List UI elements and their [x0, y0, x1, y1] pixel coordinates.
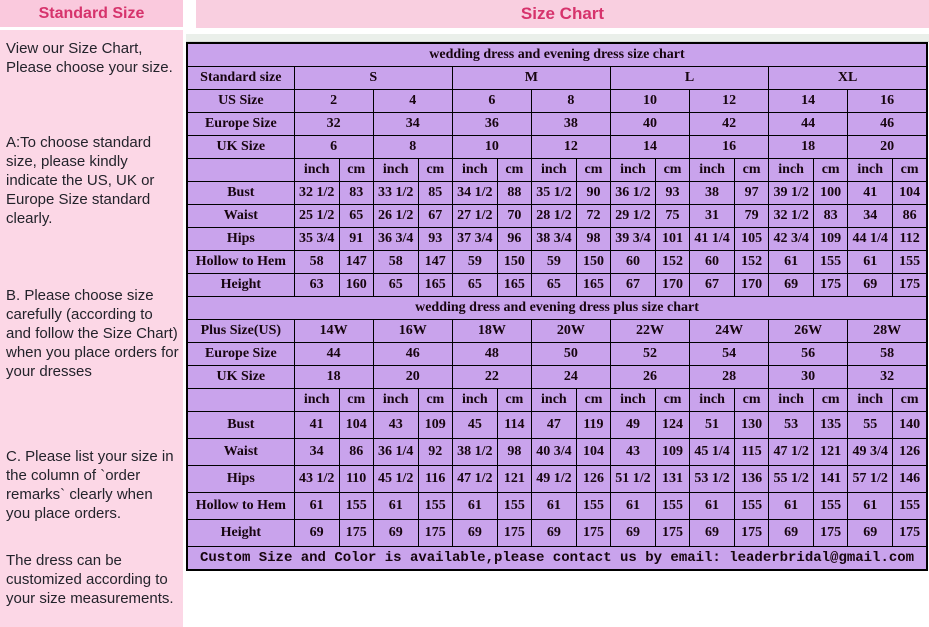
measurement-value: 43 — [373, 412, 418, 439]
measurement-value: 58 — [294, 251, 339, 274]
size-value: 14 — [769, 90, 848, 113]
measurement-value: 105 — [735, 228, 769, 251]
measurement-value: 61 — [373, 493, 418, 520]
sidebar-note-a: A:To choose standard size, please kindly indicate the US, UK or Europe Size standard clearly. — [6, 134, 155, 227]
measurement-value: 60 — [610, 251, 655, 274]
measurement-value: 41 — [848, 182, 893, 205]
measurement-value: 44 1/4 — [848, 228, 893, 251]
measurement-value: 83 — [339, 182, 373, 205]
measurement-value: 61 — [452, 493, 497, 520]
unit-label-cm: cm — [893, 389, 927, 412]
measurement-value: 33 1/2 — [373, 182, 418, 205]
size-value: 44 — [769, 113, 848, 136]
size-value: 52 — [610, 343, 689, 366]
measurement-value: 69 — [769, 520, 814, 547]
measurement-value: 140 — [893, 412, 927, 439]
row-label: Hips — [187, 228, 294, 251]
size-value: 24 — [531, 366, 610, 389]
size-value: 16 — [848, 90, 927, 113]
measurement-value: 75 — [656, 205, 690, 228]
measurement-value: 36 3/4 — [373, 228, 418, 251]
measurement-value: 65 — [339, 205, 373, 228]
measurement-value: 86 — [339, 439, 373, 466]
measurement-value: 26 1/2 — [373, 205, 418, 228]
measurement-value: 45 1/4 — [690, 439, 735, 466]
measurement-value: 61 — [848, 493, 893, 520]
sidebar-title: Standard Size — [0, 0, 183, 30]
measurement-value: 155 — [656, 493, 690, 520]
measurement-value: 28 1/2 — [531, 205, 576, 228]
measurement-value: 175 — [418, 520, 452, 547]
measurement-value: 155 — [418, 493, 452, 520]
measurement-value: 61 — [294, 493, 339, 520]
measurement-value: 175 — [656, 520, 690, 547]
unit-label-cm: cm — [735, 389, 769, 412]
row-label: Hollow to Hem — [187, 493, 294, 520]
measurement-value: 61 — [769, 493, 814, 520]
measurement-value: 69 — [690, 520, 735, 547]
size-value: 44 — [294, 343, 373, 366]
measurement-value: 39 1/2 — [769, 182, 814, 205]
size-value: 56 — [769, 343, 848, 366]
measurement-value: 147 — [418, 251, 452, 274]
unit-label-inch: inch — [690, 159, 735, 182]
unit-label-inch: inch — [531, 159, 576, 182]
measurement-value: 36 1/2 — [610, 182, 655, 205]
row-label: Standard size — [187, 67, 294, 90]
size-value: 12 — [531, 136, 610, 159]
measurement-value: 37 3/4 — [452, 228, 497, 251]
size-value: 34 — [373, 113, 452, 136]
size-chart-panel — [186, 0, 929, 627]
size-value: 38 — [531, 113, 610, 136]
size-value: 12 — [690, 90, 769, 113]
size-group: 18W — [452, 320, 531, 343]
size-group: 14W — [294, 320, 373, 343]
custom-size-note: Custom Size and Color is available,please contact us by email: leaderbridal@gmail.com — [187, 547, 927, 571]
unit-label-cm: cm — [814, 159, 848, 182]
measurement-value: 150 — [576, 251, 610, 274]
measurement-value: 91 — [339, 228, 373, 251]
measurement-value: 175 — [497, 520, 531, 547]
size-group: 24W — [690, 320, 769, 343]
measurement-value: 42 3/4 — [769, 228, 814, 251]
measurement-value: 34 1/2 — [452, 182, 497, 205]
unit-spacer — [187, 159, 294, 182]
measurement-value: 53 1/2 — [690, 466, 735, 493]
measurement-value: 53 — [769, 412, 814, 439]
row-label: Hips — [187, 466, 294, 493]
measurement-value: 57 1/2 — [848, 466, 893, 493]
sidebar-note-intro: View our Size Chart, Please choose your size. — [6, 40, 173, 76]
unit-spacer — [187, 389, 294, 412]
measurement-value: 97 — [735, 182, 769, 205]
measurement-value: 47 1/2 — [452, 466, 497, 493]
measurement-value: 31 — [690, 205, 735, 228]
measurement-value: 69 — [373, 520, 418, 547]
measurement-value: 155 — [735, 493, 769, 520]
measurement-value: 55 — [848, 412, 893, 439]
measurement-value: 83 — [814, 205, 848, 228]
unit-label-inch: inch — [531, 389, 576, 412]
unit-label-cm: cm — [497, 159, 531, 182]
measurement-value: 175 — [814, 520, 848, 547]
unit-label-inch: inch — [610, 389, 655, 412]
measurement-value: 96 — [497, 228, 531, 251]
size-value: 4 — [373, 90, 452, 113]
size-value: 14 — [610, 136, 689, 159]
measurement-value: 32 1/2 — [294, 182, 339, 205]
unit-label-inch: inch — [769, 389, 814, 412]
size-group: 22W — [610, 320, 689, 343]
measurement-value: 121 — [497, 466, 531, 493]
measurement-value: 175 — [893, 274, 927, 297]
measurement-value: 85 — [418, 182, 452, 205]
measurement-value: 109 — [814, 228, 848, 251]
measurement-value: 59 — [452, 251, 497, 274]
unit-label-cm: cm — [576, 159, 610, 182]
size-chart-body — [187, 43, 927, 570]
measurement-value: 104 — [576, 439, 610, 466]
size-group: L — [610, 67, 768, 90]
measurement-value: 55 1/2 — [769, 466, 814, 493]
measurement-value: 61 — [690, 493, 735, 520]
size-chart-table — [186, 42, 928, 571]
measurement-value: 47 1/2 — [769, 439, 814, 466]
measurement-value: 25 1/2 — [294, 205, 339, 228]
measurement-value: 104 — [893, 182, 927, 205]
size-group: M — [452, 67, 610, 90]
unit-label-cm: cm — [339, 159, 373, 182]
size-value: 10 — [452, 136, 531, 159]
size-value: 54 — [690, 343, 769, 366]
size-group: 28W — [848, 320, 927, 343]
measurement-value: 49 1/2 — [531, 466, 576, 493]
measurement-value: 59 — [531, 251, 576, 274]
measurement-value: 155 — [814, 493, 848, 520]
measurement-value: 155 — [893, 251, 927, 274]
size-value: 8 — [531, 90, 610, 113]
measurement-value: 175 — [893, 520, 927, 547]
unit-label-inch: inch — [769, 159, 814, 182]
measurement-value: 152 — [656, 251, 690, 274]
measurement-value: 150 — [497, 251, 531, 274]
measurement-value: 147 — [339, 251, 373, 274]
unit-label-inch: inch — [610, 159, 655, 182]
row-label: Hollow to Hem — [187, 251, 294, 274]
measurement-value: 67 — [690, 274, 735, 297]
measurement-value: 110 — [339, 466, 373, 493]
measurement-value: 170 — [735, 274, 769, 297]
measurement-value: 51 1/2 — [610, 466, 655, 493]
measurement-value: 136 — [735, 466, 769, 493]
unit-label-cm: cm — [656, 159, 690, 182]
size-group: S — [294, 67, 452, 90]
size-value: 26 — [610, 366, 689, 389]
measurement-value: 124 — [656, 412, 690, 439]
measurement-value: 36 1/4 — [373, 439, 418, 466]
measurement-value: 155 — [814, 251, 848, 274]
size-value: 32 — [848, 366, 927, 389]
size-chart-title: Size Chart — [196, 0, 929, 28]
measurement-value: 92 — [418, 439, 452, 466]
measurement-value: 58 — [373, 251, 418, 274]
size-value: 6 — [452, 90, 531, 113]
measurement-value: 93 — [418, 228, 452, 251]
size-value: 30 — [769, 366, 848, 389]
measurement-value: 115 — [735, 439, 769, 466]
measurement-value: 49 3/4 — [848, 439, 893, 466]
size-value: 2 — [294, 90, 373, 113]
measurement-value: 38 3/4 — [531, 228, 576, 251]
measurement-value: 69 — [769, 274, 814, 297]
size-value: 8 — [373, 136, 452, 159]
row-label: Bust — [187, 412, 294, 439]
measurement-value: 119 — [576, 412, 610, 439]
unit-label-inch: inch — [848, 159, 893, 182]
measurement-value: 165 — [418, 274, 452, 297]
measurement-value: 70 — [497, 205, 531, 228]
unit-label-cm: cm — [656, 389, 690, 412]
size-value: 18 — [294, 366, 373, 389]
measurement-value: 141 — [814, 466, 848, 493]
measurement-value: 65 — [373, 274, 418, 297]
measurement-value: 27 1/2 — [452, 205, 497, 228]
size-group: XL — [769, 67, 927, 90]
size-value: 46 — [848, 113, 927, 136]
measurement-value: 69 — [531, 520, 576, 547]
size-value: 18 — [769, 136, 848, 159]
measurement-value: 69 — [848, 274, 893, 297]
measurement-value: 131 — [656, 466, 690, 493]
measurement-value: 61 — [531, 493, 576, 520]
measurement-value: 175 — [576, 520, 610, 547]
row-label: Europe Size — [187, 343, 294, 366]
size-value: 42 — [690, 113, 769, 136]
measurement-value: 69 — [848, 520, 893, 547]
size-value: 46 — [373, 343, 452, 366]
measurement-value: 90 — [576, 182, 610, 205]
unit-label-inch: inch — [452, 159, 497, 182]
sidebar-note-b: B. Please choose size carefully (according to and follow the Size Chart) when you place orders for your dresses — [6, 287, 179, 380]
measurement-value: 100 — [814, 182, 848, 205]
measurement-value: 121 — [814, 439, 848, 466]
size-value: 40 — [610, 113, 689, 136]
unit-label-inch: inch — [690, 389, 735, 412]
measurement-value: 88 — [497, 182, 531, 205]
row-label: UK Size — [187, 366, 294, 389]
measurement-value: 170 — [656, 274, 690, 297]
sidebar — [0, 0, 183, 627]
row-label: UK Size — [187, 136, 294, 159]
measurement-value: 51 — [690, 412, 735, 439]
size-value: 10 — [610, 90, 689, 113]
measurement-value: 34 — [294, 439, 339, 466]
measurement-value: 69 — [294, 520, 339, 547]
unit-label-inch: inch — [294, 389, 339, 412]
measurement-value: 146 — [893, 466, 927, 493]
measurement-value: 38 — [690, 182, 735, 205]
measurement-value: 72 — [576, 205, 610, 228]
measurement-value: 35 3/4 — [294, 228, 339, 251]
measurement-value: 61 — [848, 251, 893, 274]
measurement-value: 109 — [656, 439, 690, 466]
unit-label-cm: cm — [418, 159, 452, 182]
unit-label-inch: inch — [294, 159, 339, 182]
measurement-value: 98 — [497, 439, 531, 466]
measurement-value: 43 — [610, 439, 655, 466]
measurement-value: 79 — [735, 205, 769, 228]
measurement-value: 104 — [339, 412, 373, 439]
unit-label-cm: cm — [814, 389, 848, 412]
measurement-value: 126 — [893, 439, 927, 466]
measurement-value: 152 — [735, 251, 769, 274]
measurement-value: 65 — [452, 274, 497, 297]
size-value: 16 — [690, 136, 769, 159]
measurement-value: 61 — [610, 493, 655, 520]
measurement-value: 112 — [893, 228, 927, 251]
measurement-value: 135 — [814, 412, 848, 439]
measurement-value: 40 3/4 — [531, 439, 576, 466]
measurement-value: 109 — [418, 412, 452, 439]
row-label: Height — [187, 520, 294, 547]
unit-label-inch: inch — [373, 389, 418, 412]
measurement-value: 43 1/2 — [294, 466, 339, 493]
measurement-value: 38 1/2 — [452, 439, 497, 466]
measurement-value: 86 — [893, 205, 927, 228]
size-value: 32 — [294, 113, 373, 136]
size-value: 28 — [690, 366, 769, 389]
measurement-value: 65 — [531, 274, 576, 297]
measurement-value: 61 — [769, 251, 814, 274]
divider-strip — [186, 34, 929, 42]
section-banner: wedding dress and evening dress plus size chart — [187, 297, 927, 320]
measurement-value: 69 — [610, 520, 655, 547]
unit-label-cm: cm — [735, 159, 769, 182]
measurement-value: 155 — [339, 493, 373, 520]
measurement-value: 155 — [893, 493, 927, 520]
sidebar-note-custom: The dress can be customized according to your size measurements. — [6, 552, 174, 607]
measurement-value: 160 — [339, 274, 373, 297]
measurement-value: 67 — [610, 274, 655, 297]
unit-label-cm: cm — [893, 159, 927, 182]
size-value: 50 — [531, 343, 610, 366]
measurement-value: 101 — [656, 228, 690, 251]
row-label: Plus Size(US) — [187, 320, 294, 343]
size-value: 36 — [452, 113, 531, 136]
size-value: 58 — [848, 343, 927, 366]
size-group: 20W — [531, 320, 610, 343]
measurement-value: 130 — [735, 412, 769, 439]
size-value: 20 — [373, 366, 452, 389]
measurement-value: 63 — [294, 274, 339, 297]
unit-label-cm: cm — [418, 389, 452, 412]
measurement-value: 165 — [497, 274, 531, 297]
unit-label-inch: inch — [848, 389, 893, 412]
measurement-value: 35 1/2 — [531, 182, 576, 205]
measurement-value: 98 — [576, 228, 610, 251]
measurement-value: 32 1/2 — [769, 205, 814, 228]
row-label: Europe Size — [187, 113, 294, 136]
size-value: 22 — [452, 366, 531, 389]
measurement-value: 47 — [531, 412, 576, 439]
unit-label-inch: inch — [373, 159, 418, 182]
size-value: 20 — [848, 136, 927, 159]
row-label: Bust — [187, 182, 294, 205]
measurement-value: 126 — [576, 466, 610, 493]
unit-label-cm: cm — [339, 389, 373, 412]
row-label: Waist — [187, 439, 294, 466]
measurement-value: 45 1/2 — [373, 466, 418, 493]
measurement-value: 175 — [814, 274, 848, 297]
sidebar-note-c: C. Please list your size in the column of `order remarks` clearly when you place orders. — [6, 448, 174, 522]
measurement-value: 41 — [294, 412, 339, 439]
measurement-value: 155 — [497, 493, 531, 520]
measurement-value: 93 — [656, 182, 690, 205]
measurement-value: 45 — [452, 412, 497, 439]
measurement-value: 49 — [610, 412, 655, 439]
measurement-value: 60 — [690, 251, 735, 274]
measurement-value: 155 — [576, 493, 610, 520]
section-banner: wedding dress and evening dress size chart — [187, 43, 927, 67]
measurement-value: 116 — [418, 466, 452, 493]
unit-label-cm: cm — [497, 389, 531, 412]
measurement-value: 114 — [497, 412, 531, 439]
row-label: Waist — [187, 205, 294, 228]
measurement-value: 39 3/4 — [610, 228, 655, 251]
measurement-value: 67 — [418, 205, 452, 228]
measurement-value: 34 — [848, 205, 893, 228]
measurement-value: 41 1/4 — [690, 228, 735, 251]
size-value: 48 — [452, 343, 531, 366]
size-group: 16W — [373, 320, 452, 343]
measurement-value: 175 — [339, 520, 373, 547]
measurement-value: 69 — [452, 520, 497, 547]
measurement-value: 29 1/2 — [610, 205, 655, 228]
unit-label-cm: cm — [576, 389, 610, 412]
row-label: US Size — [187, 90, 294, 113]
unit-label-inch: inch — [452, 389, 497, 412]
measurement-value: 175 — [735, 520, 769, 547]
size-group: 26W — [769, 320, 848, 343]
measurement-value: 165 — [576, 274, 610, 297]
row-label: Height — [187, 274, 294, 297]
size-value: 6 — [294, 136, 373, 159]
